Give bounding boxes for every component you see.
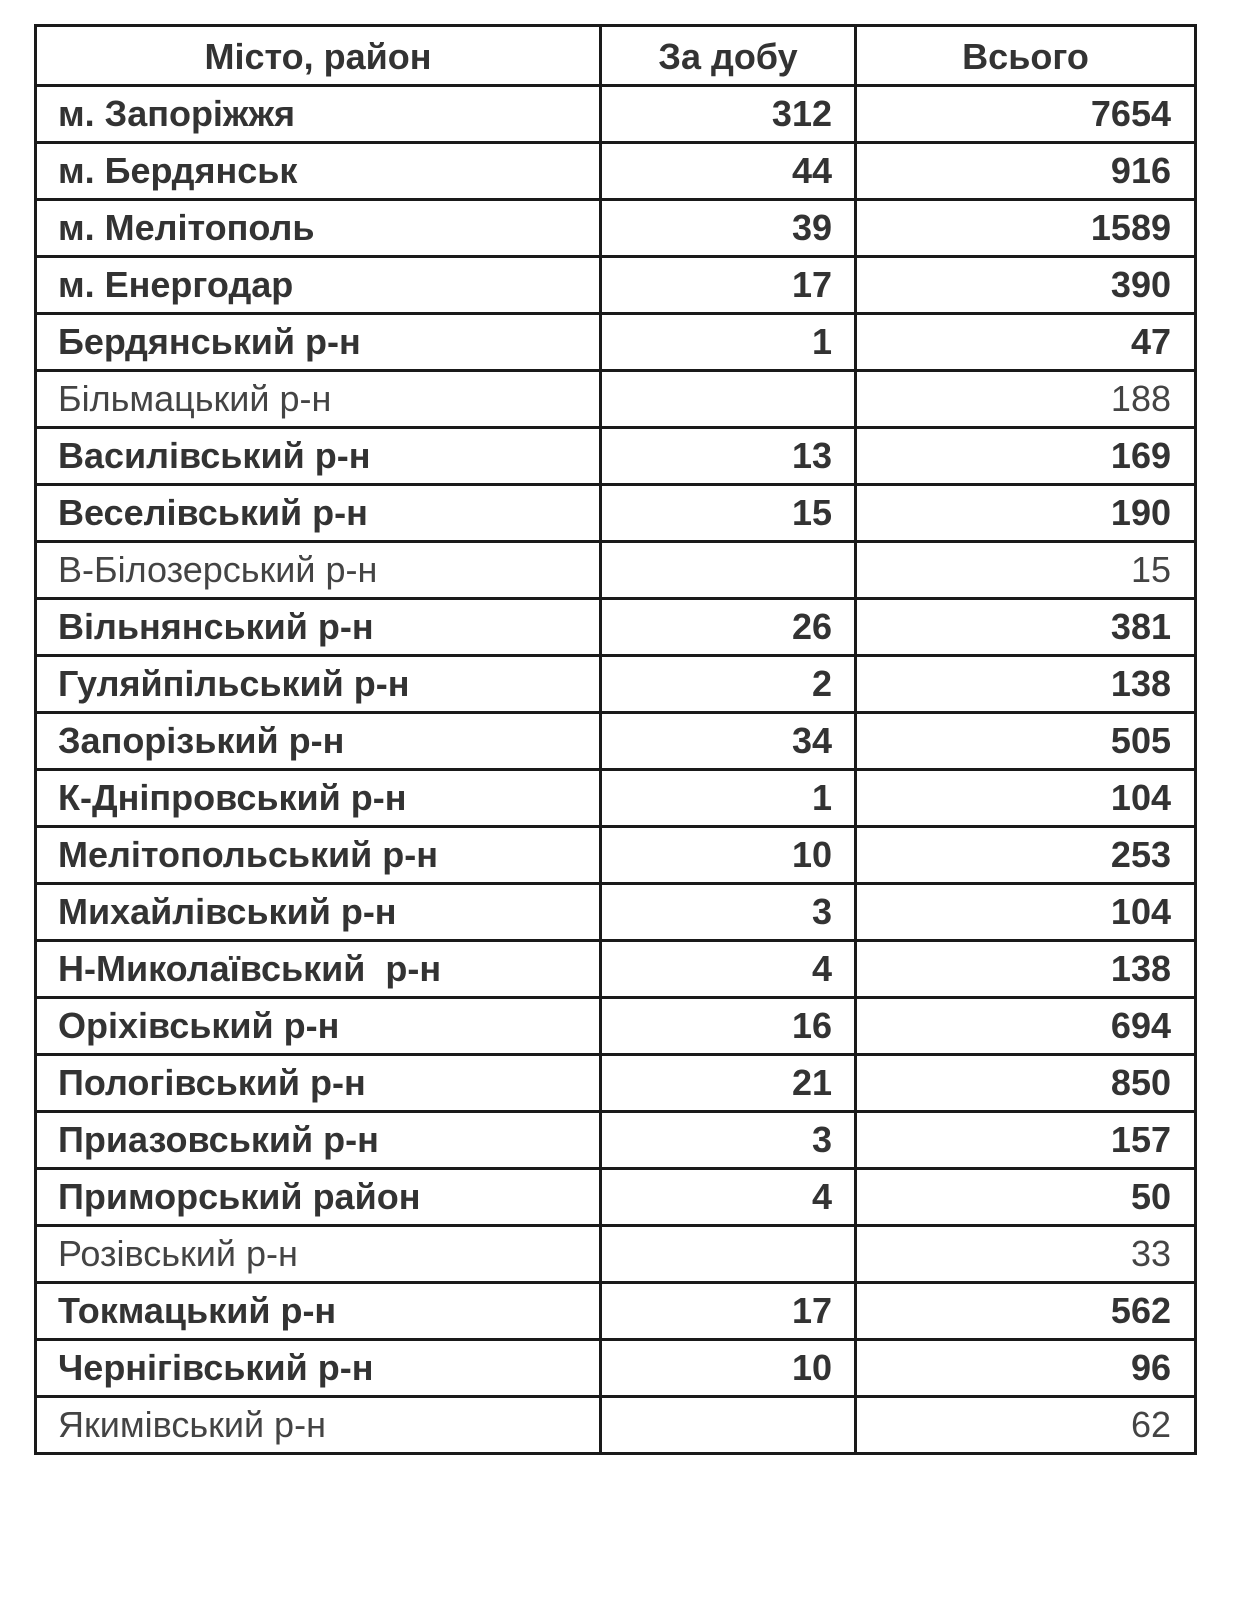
cell-city: Н-Миколаївський р-н: [36, 941, 601, 998]
statistics-sheet: [34, 24, 1194, 1455]
cell-daily: 13: [601, 428, 856, 485]
table-row: [36, 371, 1196, 428]
cell-city: Якимівський р-н: [36, 1397, 601, 1454]
cell-total: 47: [856, 314, 1196, 371]
cell-total: 157: [856, 1112, 1196, 1169]
cell-city: Гуляйпільський р-н: [36, 656, 601, 713]
table-row: [36, 143, 1196, 200]
cell-city: В-Білозерський р-н: [36, 542, 601, 599]
cell-total: 7654: [856, 86, 1196, 143]
table-row: [36, 1283, 1196, 1340]
cell-daily: 312: [601, 86, 856, 143]
cell-daily: 17: [601, 257, 856, 314]
table-row: [36, 1112, 1196, 1169]
table-row: [36, 827, 1196, 884]
cell-total: 138: [856, 941, 1196, 998]
cell-daily: 17: [601, 1283, 856, 1340]
cell-total: 916: [856, 143, 1196, 200]
table-row: [36, 770, 1196, 827]
cell-city: Василівський р-н: [36, 428, 601, 485]
cell-daily: 34: [601, 713, 856, 770]
cell-total: 33: [856, 1226, 1196, 1283]
table-row: [36, 1226, 1196, 1283]
table-header-row: [36, 26, 1196, 86]
cell-daily: [601, 1397, 856, 1454]
table-row: [36, 713, 1196, 770]
cell-city: Розівський р-н: [36, 1226, 601, 1283]
cell-city: Оріхівський р-н: [36, 998, 601, 1055]
cell-total: 15: [856, 542, 1196, 599]
cell-daily: [601, 542, 856, 599]
cell-total: 190: [856, 485, 1196, 542]
cell-total: 50: [856, 1169, 1196, 1226]
cell-daily: 10: [601, 827, 856, 884]
cell-total: 694: [856, 998, 1196, 1055]
cell-city: м. Мелітополь: [36, 200, 601, 257]
cell-daily: 3: [601, 1112, 856, 1169]
table-row: [36, 599, 1196, 656]
cell-city: Токмацький р-н: [36, 1283, 601, 1340]
cell-total: 505: [856, 713, 1196, 770]
cell-city: Веселівський р-н: [36, 485, 601, 542]
cell-daily: 15: [601, 485, 856, 542]
cell-city: Приазовський р-н: [36, 1112, 601, 1169]
cell-total: 390: [856, 257, 1196, 314]
cell-total: 96: [856, 1340, 1196, 1397]
table-body: [36, 86, 1196, 1454]
table-row: [36, 86, 1196, 143]
cell-total: 253: [856, 827, 1196, 884]
table-row: [36, 485, 1196, 542]
cell-city: Запорізький р-н: [36, 713, 601, 770]
cell-total: 138: [856, 656, 1196, 713]
cell-total: 562: [856, 1283, 1196, 1340]
table-row: [36, 257, 1196, 314]
cell-total: 850: [856, 1055, 1196, 1112]
cell-daily: 2: [601, 656, 856, 713]
cell-total: 104: [856, 770, 1196, 827]
cell-city: Чернігівський р-н: [36, 1340, 601, 1397]
table-row: [36, 542, 1196, 599]
table-row: [36, 656, 1196, 713]
table-row: [36, 1397, 1196, 1454]
cell-total: 62: [856, 1397, 1196, 1454]
cell-daily: [601, 371, 856, 428]
cell-daily: 4: [601, 941, 856, 998]
cell-total: 104: [856, 884, 1196, 941]
cell-city: Бердянський р-н: [36, 314, 601, 371]
cell-daily: 44: [601, 143, 856, 200]
table-row: [36, 314, 1196, 371]
cell-daily: 16: [601, 998, 856, 1055]
cell-daily: 10: [601, 1340, 856, 1397]
statistics-table: [34, 24, 1197, 1455]
table-row: [36, 1340, 1196, 1397]
table-row: [36, 941, 1196, 998]
cell-daily: 4: [601, 1169, 856, 1226]
cell-daily: [601, 1226, 856, 1283]
cell-city: Вільнянський р-н: [36, 599, 601, 656]
cell-city: м. Бердянськ: [36, 143, 601, 200]
cell-total: 188: [856, 371, 1196, 428]
cell-city: Михайлівський р-н: [36, 884, 601, 941]
table-row: [36, 1169, 1196, 1226]
cell-daily: 1: [601, 770, 856, 827]
cell-city: Мелітопольський р-н: [36, 827, 601, 884]
cell-total: 1589: [856, 200, 1196, 257]
cell-city: м. Запоріжжя: [36, 86, 601, 143]
cell-city: Більмацький р-н: [36, 371, 601, 428]
cell-city: м. Енергодар: [36, 257, 601, 314]
cell-total: 169: [856, 428, 1196, 485]
table-row: [36, 428, 1196, 485]
cell-daily: 39: [601, 200, 856, 257]
header-daily: За добу: [601, 26, 856, 86]
cell-daily: 1: [601, 314, 856, 371]
cell-city: К-Дніпровський р-н: [36, 770, 601, 827]
header-total: Всього: [856, 26, 1196, 86]
cell-daily: 21: [601, 1055, 856, 1112]
cell-daily: 3: [601, 884, 856, 941]
cell-city: Пологівський р-н: [36, 1055, 601, 1112]
header-city: Місто, район: [36, 26, 601, 86]
cell-daily: 26: [601, 599, 856, 656]
table-row: [36, 998, 1196, 1055]
cell-city: Приморський район: [36, 1169, 601, 1226]
cell-total: 381: [856, 599, 1196, 656]
table-row: [36, 200, 1196, 257]
table-row: [36, 884, 1196, 941]
table-row: [36, 1055, 1196, 1112]
